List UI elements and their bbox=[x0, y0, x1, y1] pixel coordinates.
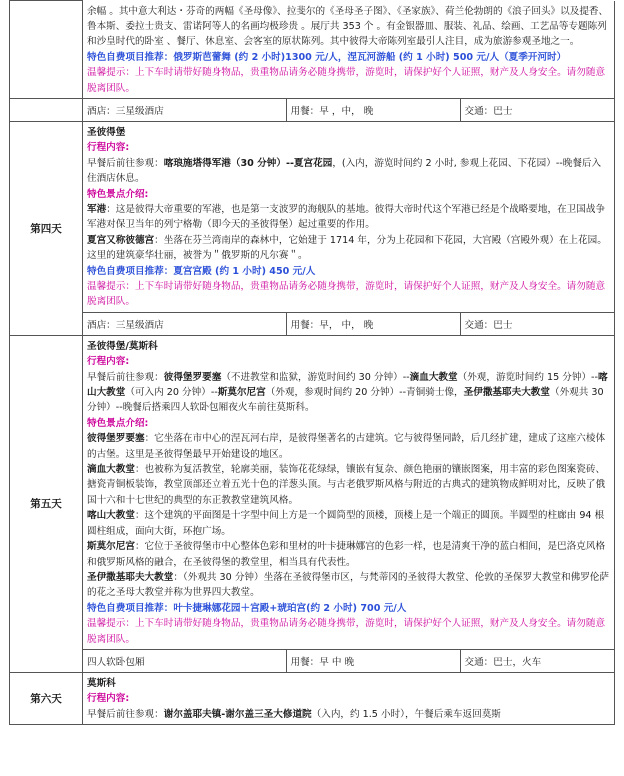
museum-intro-text: 余幅 。其中意大利达・芬奇的两幅《圣母像》、拉斐尔的《圣母圣子图》、《圣家族》、荷兰伦勃朗的《浪子回头》以及提香、鲁本斯、委拉士贵支、雷诺阿等人的名画均极珍贵 。展厅共 353 个 。有金银器皿、服装、礼品、绘画、工艺品等专题陈列和沙皇时代的卧室 、餐厅、休息室、会客室的原状陈列。其中彼得大帝陈列室最引人注目，成为旅游参观圣地之一。 bbox=[87, 5, 609, 48]
day4-info-cell bbox=[83, 312, 615, 335]
hotel-info: 四人软卧包厢 bbox=[83, 650, 286, 672]
day-title: 圣彼得堡 bbox=[87, 126, 126, 138]
day3-continuation-row bbox=[10, 1, 615, 99]
sight-st-isaac: 圣伊撒基耶夫大教堂：（外观共 30 分钟）坐落在圣彼得堡市区，与梵蒂冈的圣彼得大教堂、伦敦的圣保罗大教堂和佛罗伦萨的花之圣母大教堂并称为世界四大教堂。 bbox=[87, 571, 609, 599]
sight-summer-palace: 夏宫又称彼德宫：坐落在芬兰湾南岸的森林中，它始建于 1714 年，分为上花园和下花园，大宫殿（宫殿外观）在上花园。这里的建筑豪华壮丽，被誉为＂俄罗斯的凡尔赛＂。 bbox=[87, 234, 607, 262]
day4-label: 第四天 bbox=[10, 121, 83, 335]
sight-peter-paul-fortress: 彼得堡罗要塞：它坐落在市中心的涅瓦河右岸，是彼得堡著名的古建筑。它与彼得堡同龄，后几经扩建，建成了这座六棱体的古堡。这里是圣彼得堡最早开始建设的地区。 bbox=[87, 433, 606, 460]
sight-military-port: 军港：这是彼得大帝重要的军港，也是第一支波罗的海舰队的基地。彼得大帝时代这个军港已经是个战略要地，在卫国战争军港对保卫当年的列宁格勒（即今天的圣彼得堡）起过重要的作用。 bbox=[87, 203, 606, 231]
transport-info: 交通：巴士，火车 bbox=[464, 656, 542, 668]
day6-content bbox=[83, 672, 615, 724]
optional-tour-recommendation: 特色自费项目推荐：夏宫宫殿 (约 1 小时) 450 元/人 bbox=[87, 265, 316, 277]
meals-info: 用餐：早， 中， 晚 bbox=[286, 313, 460, 335]
day5-info-cell bbox=[83, 649, 615, 672]
itinerary-table bbox=[9, 0, 615, 725]
day3-content bbox=[83, 1, 615, 99]
itinerary-heading: 行程内容: bbox=[87, 142, 130, 154]
optional-tour-recommendation: 特色自费项目推荐：叶卡捷琳娜花园＋宫殿+琥珀宫(约 2 小时) 700 元/人 bbox=[87, 602, 407, 614]
optional-tour-recommendation: 特色自费项目推荐：俄罗斯芭蕾舞 (约 2 小时)1300 元/人，涅瓦河游船 (约 1 小时) 500 元/人（夏季开河时） bbox=[87, 51, 567, 63]
day-cell-empty bbox=[10, 98, 83, 121]
day5-content bbox=[83, 335, 615, 649]
hotel-info: 酒店：三星级酒店 bbox=[83, 99, 286, 121]
route-text: 早餐后前往参观：喀琅施塔得军港（30 分钟）--夏宫花园，(入内，游览时间约 2 小时, 参观上花园、下花园）--晚餐后入住酒店休息。 bbox=[87, 157, 602, 185]
day-cell-empty bbox=[10, 1, 83, 99]
meals-info: 用餐：早 中 晚 bbox=[286, 650, 460, 672]
reminder-text: 温馨提示：上下车时请带好随身物品，贵重物品请务必随身携带，游览时，请保护好个人证照，财产及人身安全。请勿随意脱离团队。 bbox=[87, 67, 606, 94]
day3-info-row bbox=[10, 98, 615, 121]
day4-info-row bbox=[10, 312, 615, 335]
reminder-text: 温馨提示：上下车时请带好随身物品，贵重物品请务必随身携带，游览时，请保护好个人证照，财产及人身安全。请勿随意脱离团队。 bbox=[87, 618, 606, 645]
day-title: 莫斯科 bbox=[87, 677, 116, 689]
itinerary-heading: 行程内容: bbox=[87, 693, 130, 705]
day4-content bbox=[83, 121, 615, 312]
day5-label: 第五天 bbox=[10, 335, 83, 672]
transport-info: 交通：巴士 bbox=[464, 105, 513, 117]
features-heading: 特色景点介绍: bbox=[87, 188, 149, 200]
sight-kazan-cathedral: 喀山大教堂：这个建筑的平面图是十字型中间上方是一个圆筒型的顶楼，顶楼上是一个端正的圆顶。半圆型的柱廊由 94 根圆柱组成，面向大街，环抱广场。 bbox=[87, 510, 605, 537]
hotel-info: 酒店：三星级酒店 bbox=[83, 313, 286, 335]
day4-row bbox=[10, 121, 615, 312]
day5-info-row bbox=[10, 649, 615, 672]
route-text: 早餐后前往参观：谢尔盖耶夫镇-谢尔盖三圣大修道院（入内，约 1.5 小时），午餐后乘车返回莫斯 bbox=[87, 708, 501, 720]
transport-info: 交通：巴士 bbox=[464, 319, 513, 331]
meals-info: 用餐：早 ，中， 晚 bbox=[286, 99, 460, 121]
itinerary-heading: 行程内容: bbox=[87, 356, 130, 368]
day5-row bbox=[10, 335, 615, 649]
reminder-text: 温馨提示：上下车时请带好随身物品，贵重物品请务必随身携带，游览时，请保护好个人证照，财产及人身安全。请勿随意脱离团队。 bbox=[87, 281, 606, 308]
day3-info-cell bbox=[83, 98, 615, 121]
day6-row bbox=[10, 672, 615, 724]
sight-spilled-blood: 滴血大教堂：也被称为复活教堂，轮廓美丽，装饰花花绿绿，镶嵌有复杂、颜色艳丽的镶嵌图案，用丰富的彩色图案瓷砖、搪瓷青铜板装饰，教堂顶部还立着五光十色的洋葱头顶。与古老俄罗斯风格与附近的古典式的建筑物成鲜明对比，反映了俄国十六和十七世纪的典型的东正教教堂建筑风格。 bbox=[87, 464, 606, 506]
day-title: 圣彼得堡/莫斯科 bbox=[87, 340, 158, 352]
day6-label: 第六天 bbox=[10, 672, 83, 724]
features-heading: 特色景点介绍: bbox=[87, 417, 149, 429]
sight-smolny: 斯莫尔尼宫：它位于圣彼得堡市中心整体色彩和里材的叶卡捷琳娜宫的色彩一样，也是清爽干净的蓝白相间，是巴洛克风格和俄罗斯风格的融合，在圣彼得堡的教堂里，相当具有代表性。 bbox=[87, 541, 606, 568]
route-text: 早餐后前往参观：彼得堡罗要塞（不进教堂和监狱，游览时间约 30 分钟）--滴血大教堂（外观，游览时间约 15 分钟）--喀山大教堂（可入内 20 分钟）--斯莫尔尼宫（外观，参观时间约 20 分钟）--青铜骑士像，圣伊撒基耶夫大教堂（外观共 30 分钟）--晚餐后搭乘四人软卧包厢夜火车前往莫斯科。 bbox=[87, 371, 608, 414]
